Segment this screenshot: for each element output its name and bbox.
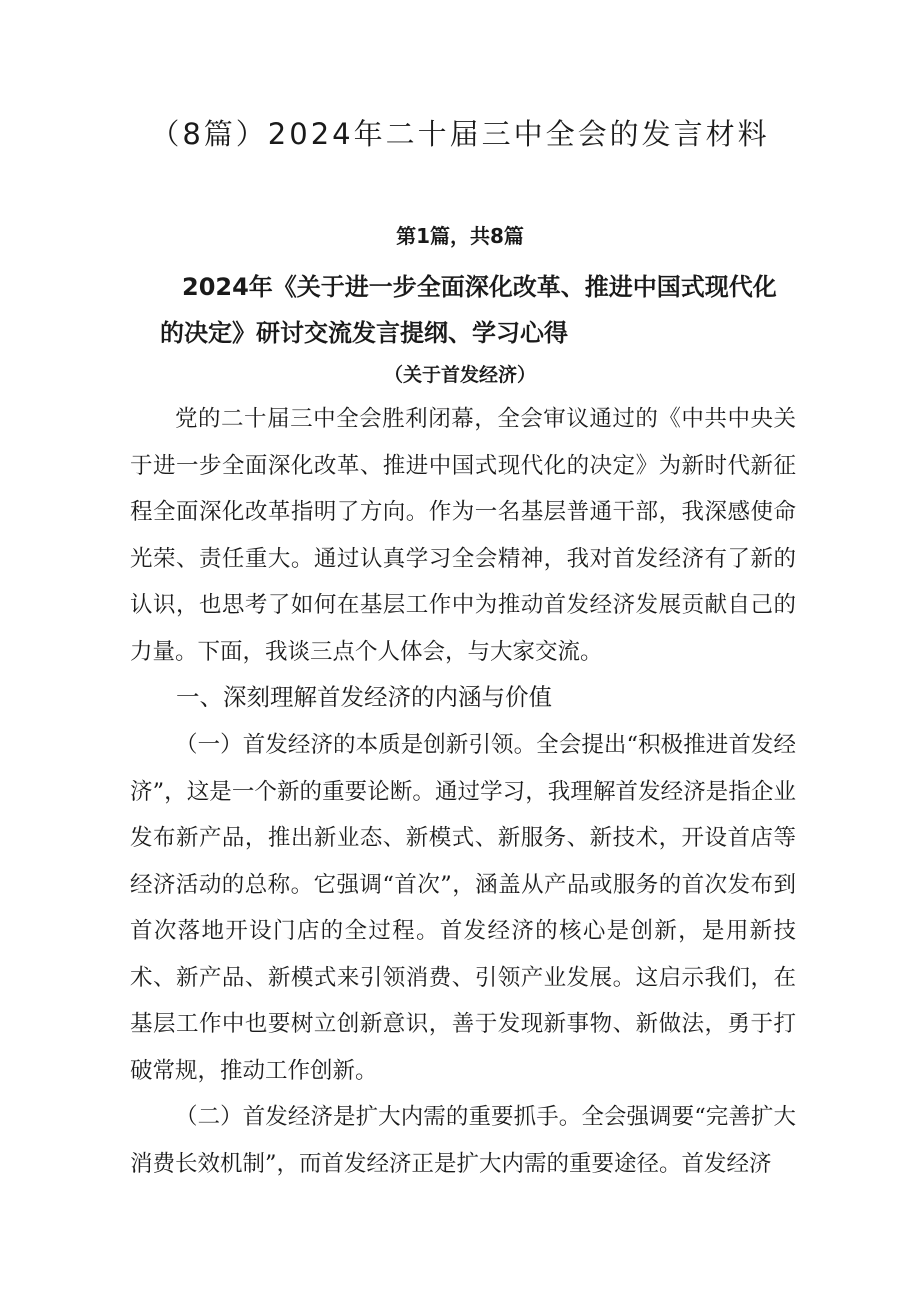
document-title: （8篇）2024年二十届三中全会的发言材料 bbox=[150, 117, 770, 151]
part-label: 第1篇，共8篇 bbox=[396, 224, 524, 248]
section-one-heading: 一、深刻理解首发经济的内涵与价值 bbox=[176, 683, 552, 711]
document-subtitle: 2024年《关于进一步全面深化改革、推进中国式现代化的决定》研讨交流发言提纲、学习心得 bbox=[160, 273, 777, 347]
section-one-point-two: （二）首发经济是扩大内需的重要抓手。全会强调要“完善扩大消费长效机制”，而首发经济正是扩大内需的重要途径。首发经济 bbox=[130, 1104, 796, 1177]
topic-label: （关于首发经济） bbox=[383, 364, 536, 386]
intro-paragraph: 党的二十届三中全会胜利闭幕，全会审议通过的《中共中央关于进一步全面深化改革、推进中国式现代化的决定》为新时代新征程全面深化改革指明了方向。作为一名基层普通干部，我深感使命光荣、责任重大。通过认真学习全会精神，我对首发经济有了新的认识，也思考了如何在基层工作中为推动首发经济发展贡献自己的力量。下面，我谈三点个人体会，与大家交流。 bbox=[130, 406, 796, 665]
section-one-point-one: （一）首发经济的本质是创新引领。全会提出“积极推进首发经济”，这是一个新的重要论断。通过学习，我理解首发经济是指企业发布新产品，推出新业态、新模式、新服务、新技术，开设首店等经济活动的总称。它强调“首次”，涵盖从产品或服务的首次发布到首次落地开设门店的全过程。首发经济的核心是创新，是用新技术、新产品、新模式来引领消费、引领产业发展。这启示我们，在基层工作中也要树立创新意识，善于发现新事物、新做法，勇于打破常规，推动工作创新。 bbox=[130, 732, 796, 1084]
